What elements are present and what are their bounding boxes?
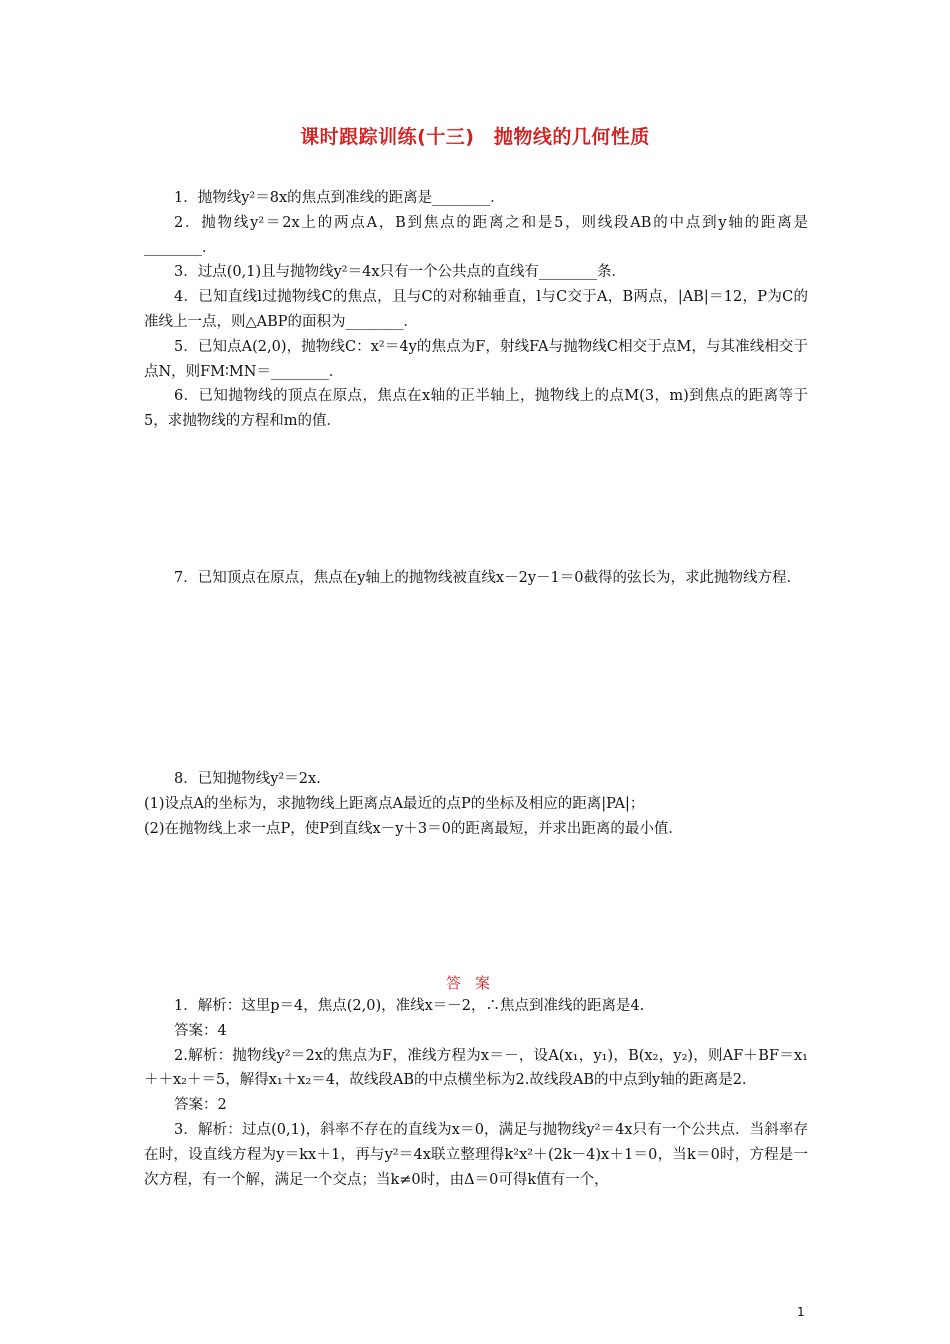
- question-3: 3．过点(0,1)且与抛物线y²＝4x只有一个公共点的直线有________条．: [174, 264, 627, 281]
- answers-block: [144, 994, 808, 1192]
- answer-2-analysis: 2.解析：抛物线y²＝2x的焦点为F，准线方程为x＝－，设A(x₁，y₁)，B(x₂，y₂)，则AF＋BF＝x₁＋＋x₂＋＝5，解得x₁＋x₂＝4，故线段AB的中点横坐标为2.故线段AB的中点到y轴的距离是2.: [144, 1047, 808, 1089]
- question-8-part-2: (2)在抛物线上求一点P，使P到直线x－y＋3＝0的距离最短，并求出距离的最小值．: [144, 820, 683, 837]
- question-8-part-1: (1)设点A的坐标为，求抛物线上距离点A最近的点P的坐标及相应的距离|PA|；: [144, 795, 645, 812]
- answer-1-result: 答案：4: [174, 1022, 227, 1039]
- question-7: 7．已知顶点在原点，焦点在y轴上的抛物线被直线x－2y－1＝0截得的弦长为，求此抛物线方程．: [174, 570, 801, 586]
- question-6: 6．已知抛物线的顶点在原点，焦点在x轴的正半轴上，抛物线上的点M(3，m)到焦点的距离等于5，求抛物线的方程和m的值．: [144, 388, 808, 430]
- questions-1-6: [144, 186, 808, 434]
- page-title: 课时跟踪训练(十三) 抛物线的几何性质: [300, 126, 650, 148]
- question-2: 2．抛物线y²＝2x上的两点A，B到焦点的距离之和是5，则线段AB的中点到y轴的距离是________．: [144, 214, 808, 256]
- answer-1-analysis: 1．解析：这里p＝4，焦点(2,0)，准线x＝－2，∴焦点到准线的距离是4.: [174, 998, 645, 1014]
- page-number: 1: [797, 1305, 805, 1319]
- question-5: 5．已知点A(2,0)，抛物线C：x²＝4y的焦点为F，射线FA与抛物线C相交于点M，与其准线相交于点N，则FM∶MN＝________．: [144, 338, 808, 380]
- question-8: 8．已知抛物线y²＝2x.: [174, 771, 321, 787]
- answer-3-analysis: 3．解析：过点(0,1)，斜率不存在的直线为x＝0，满足与抛物线y²＝4x只有一个公共点．当斜率存在时，设直线方程为y＝kx＋1，再与y²＝4x联立整理得k²x²＋(2k－4)x＋1＝0，当k＝0时，方程是一次方程，有一个解，满足一个交点；当k≠0时，由Δ＝0可得k值有一个，: [144, 1121, 808, 1188]
- question-4: 4．已知直线l过抛物线C的焦点，且与C的对称轴垂直，l与C交于A，B两点，|AB|＝12，P为C的准线上一点，则△ABP的面积为________．: [144, 289, 808, 330]
- question-7-block: [144, 566, 808, 591]
- question-1: 1．抛物线y²＝8x的焦点到准线的距离是________．: [174, 190, 505, 206]
- answers-heading: 答案: [445, 974, 504, 992]
- question-8-block: [144, 767, 808, 841]
- answer-2-result: 答案：2: [174, 1097, 227, 1114]
